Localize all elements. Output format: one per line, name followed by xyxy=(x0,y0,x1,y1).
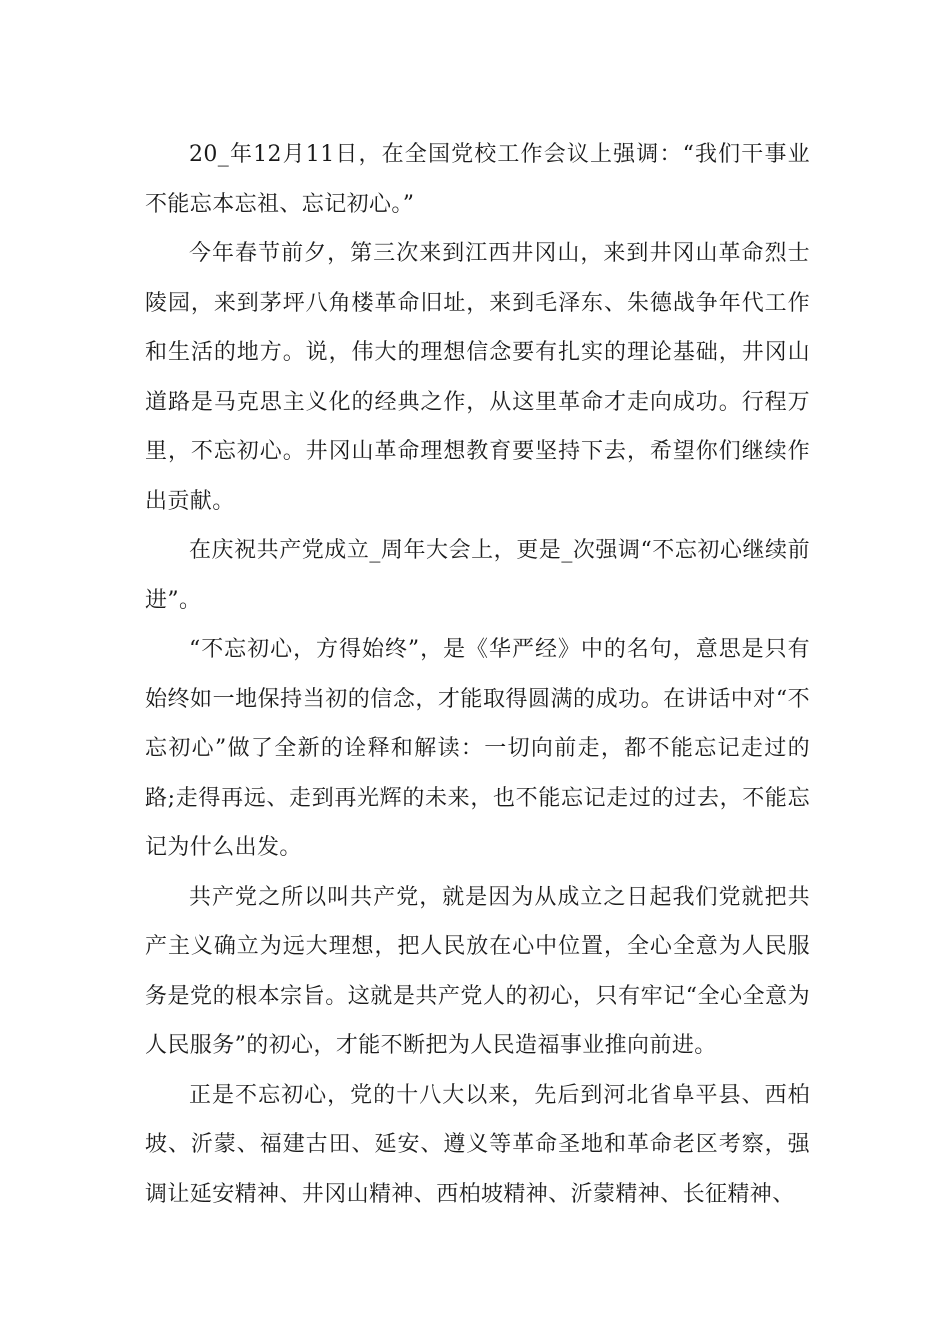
paragraph-4: “不忘初心，方得始终”，是《华严经》中的名句，意思是只有始终如一地保持当初的信念，才能取得圆满的成功。在讲话中对“不忘初心”做了全新的诠释和解读：一切向前走，都不能忘记走过的路;走得再远、走到再光辉的未来，也不能忘记走过的过去，不能忘记为什么出发。 xyxy=(145,637,810,860)
paragraph-2: 今年春节前夕，第三次来到江西井冈山，来到井冈山革命烈士陵园，来到茅坪八角楼革命旧址，来到毛泽东、朱德战争年代工作和生活的地方。说，伟大的理想信念要有扎实的理论基础，井冈山道路是马克思主义化的经典之作，从这里革命才走向成功。行程万里，不忘初心。井冈山革命理想教育要坚持下去，希望你们继续作出贡献。 xyxy=(145,241,810,514)
document-body xyxy=(145,130,810,1219)
paragraph-6: 正是不忘初心，党的十八大以来，先后到河北省阜平县、西柏坡、沂蒙、福建古田、延安、遵义等革命圣地和革命老区考察，强调让延安精神、井冈山精神、西柏坡精神、沂蒙精神、长征精神、 xyxy=(145,1082,810,1207)
paragraph-3: 在庆祝共产党成立_周年大会上，更是_次强调“不忘初心继续前进”。 xyxy=(145,538,810,613)
paragraph-1: 20_年12月11日，在全国党校工作会议上强调：“我们干事业不能忘本忘祖、忘记初心。” xyxy=(145,142,810,217)
paragraph-5: 共产党之所以叫共产党，就是因为从成立之日起我们党就把共产主义确立为远大理想，把人民放在心中位置，全心全意为人民服务是党的根本宗旨。这就是共产党人的初心，只有牢记“全心全意为人民服务”的初心，才能不断把为人民造福事业推向前进。 xyxy=(145,884,810,1058)
